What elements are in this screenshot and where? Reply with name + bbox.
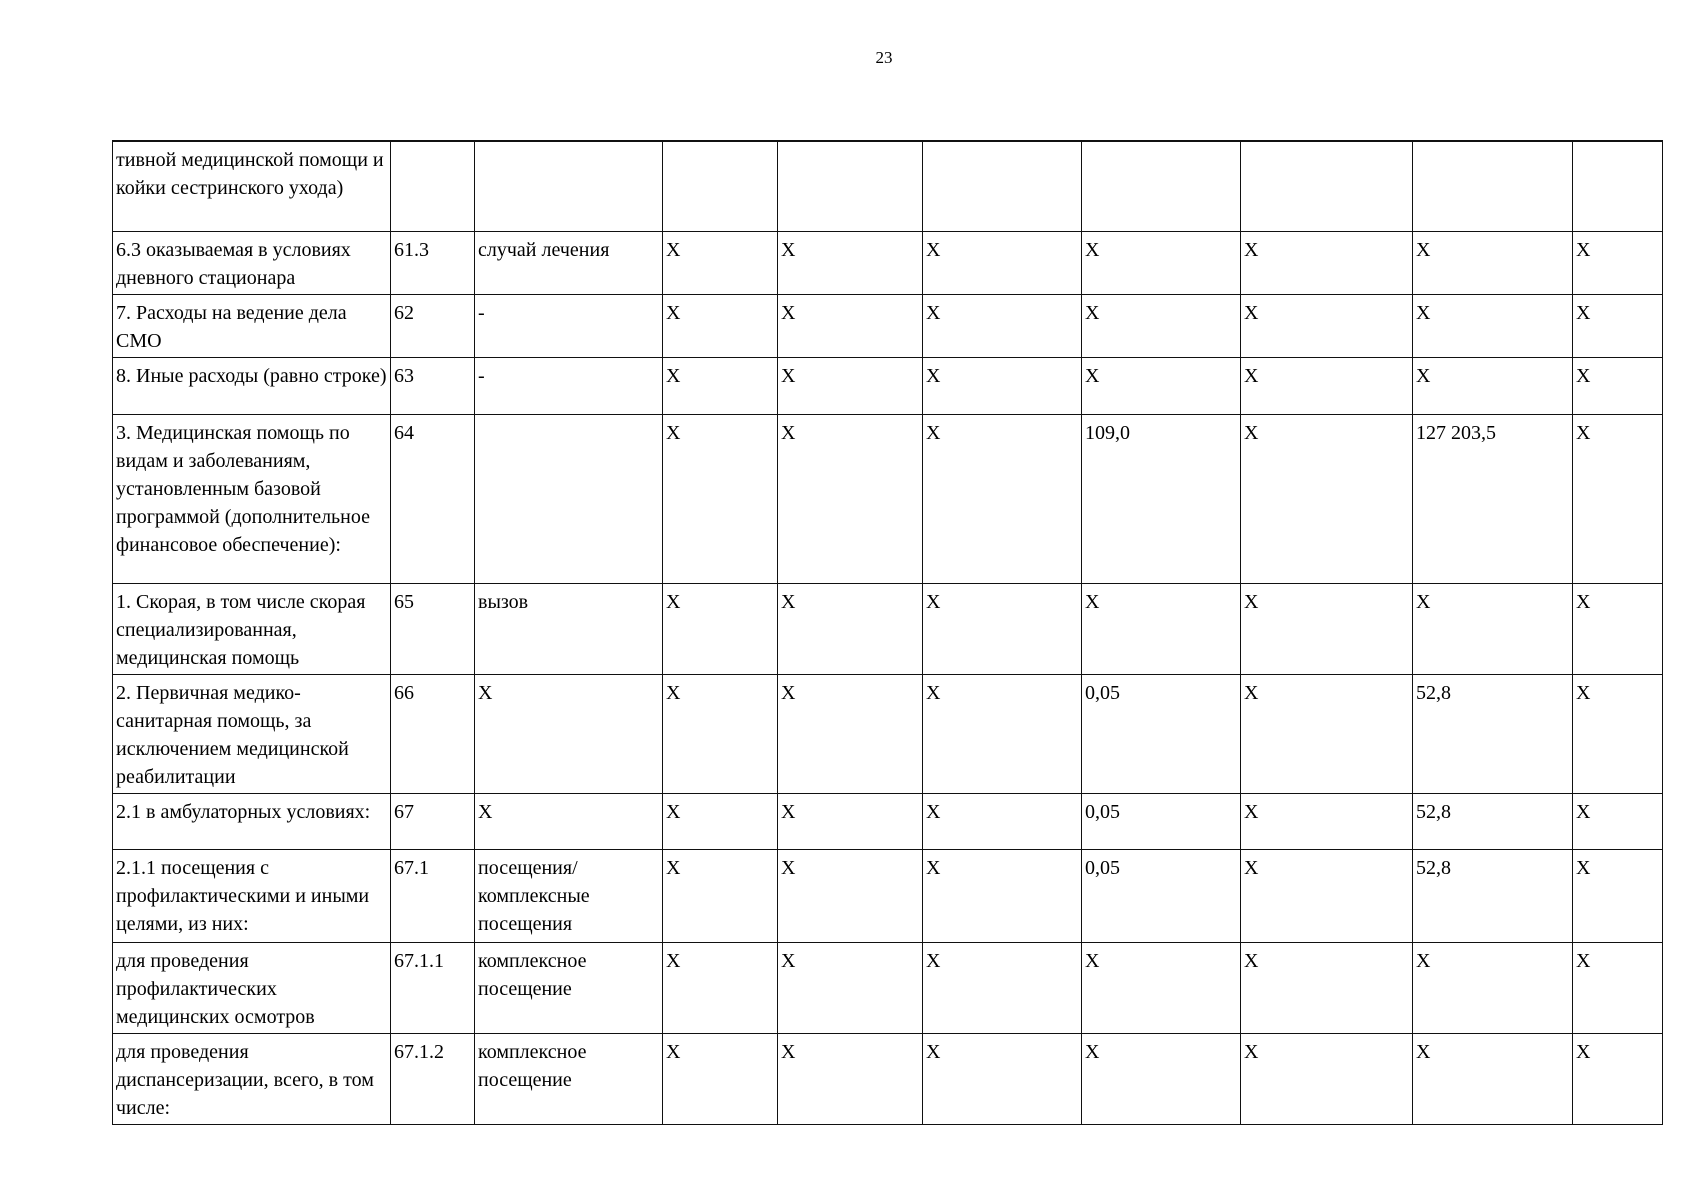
value-cell: X bbox=[1241, 849, 1413, 942]
value-cell: X bbox=[778, 849, 923, 942]
unit-cell: случай лечения bbox=[475, 231, 663, 294]
value-cell: X bbox=[1573, 583, 1663, 674]
value-cell: X bbox=[923, 583, 1082, 674]
value-cell: 109,0 bbox=[1082, 414, 1241, 583]
value-cell: X bbox=[1241, 674, 1413, 793]
value-cell: X bbox=[778, 674, 923, 793]
value-cell: 0,05 bbox=[1082, 849, 1241, 942]
value-cell: X bbox=[1573, 1033, 1663, 1124]
value-cell: X bbox=[1573, 231, 1663, 294]
value-cell: X bbox=[1241, 294, 1413, 357]
value-cell bbox=[1082, 141, 1241, 231]
value-cell: 52,8 bbox=[1413, 674, 1573, 793]
row-name-cell: 2.1 в амбулаторных условиях: bbox=[113, 793, 391, 849]
value-cell: X bbox=[778, 357, 923, 414]
unit-cell: X bbox=[475, 793, 663, 849]
value-cell: X bbox=[1241, 583, 1413, 674]
unit-cell bbox=[475, 414, 663, 583]
row-name-cell: 6.3 оказываемая в условиях дневного стационара bbox=[113, 231, 391, 294]
value-cell: X bbox=[1413, 231, 1573, 294]
unit-cell: - bbox=[475, 357, 663, 414]
value-cell: X bbox=[1573, 414, 1663, 583]
value-cell: X bbox=[663, 942, 778, 1033]
value-cell: X bbox=[778, 583, 923, 674]
table-row bbox=[113, 357, 1663, 414]
value-cell: X bbox=[923, 294, 1082, 357]
unit-cell: X bbox=[475, 674, 663, 793]
value-cell: X bbox=[1241, 231, 1413, 294]
table-row bbox=[113, 141, 1663, 231]
table-row bbox=[113, 674, 1663, 793]
table-row bbox=[113, 793, 1663, 849]
value-cell: X bbox=[663, 793, 778, 849]
value-cell: X bbox=[923, 1033, 1082, 1124]
value-cell: X bbox=[923, 414, 1082, 583]
value-cell: X bbox=[923, 231, 1082, 294]
value-cell: X bbox=[923, 849, 1082, 942]
value-cell: X bbox=[663, 674, 778, 793]
value-cell: X bbox=[923, 674, 1082, 793]
financing-table bbox=[112, 140, 1663, 1125]
value-cell: X bbox=[1082, 294, 1241, 357]
value-cell bbox=[1241, 141, 1413, 231]
row-code-cell: 61.3 bbox=[391, 231, 475, 294]
value-cell: 0,05 bbox=[1082, 793, 1241, 849]
row-code-cell: 62 bbox=[391, 294, 475, 357]
value-cell: X bbox=[778, 231, 923, 294]
value-cell: X bbox=[1573, 793, 1663, 849]
row-name-cell: 7. Расходы на ведение дела СМО bbox=[113, 294, 391, 357]
page-number: 23 bbox=[875, 48, 893, 67]
row-code-cell: 63 bbox=[391, 357, 475, 414]
row-code-cell: 67.1.2 bbox=[391, 1033, 475, 1124]
value-cell: X bbox=[778, 793, 923, 849]
unit-cell: вызов bbox=[475, 583, 663, 674]
value-cell: X bbox=[1413, 1033, 1573, 1124]
value-cell: X bbox=[923, 942, 1082, 1033]
row-name-cell: 1. Скорая, в том числе скорая специализированная, медицинская помощь bbox=[113, 583, 391, 674]
value-cell: X bbox=[1573, 674, 1663, 793]
value-cell: 52,8 bbox=[1413, 849, 1573, 942]
value-cell bbox=[1413, 141, 1573, 231]
row-code-cell bbox=[391, 141, 475, 231]
value-cell: X bbox=[1241, 357, 1413, 414]
row-name-cell: для проведения диспансеризации, всего, в том числе: bbox=[113, 1033, 391, 1124]
value-cell: X bbox=[1082, 942, 1241, 1033]
value-cell bbox=[663, 141, 778, 231]
table-row bbox=[113, 849, 1663, 942]
value-cell: X bbox=[1413, 942, 1573, 1033]
row-name-cell: 3. Медицинская помощь по видам и заболеваниям, установленным базовой программой (дополнительное финансовое обеспечение): bbox=[113, 414, 391, 583]
value-cell: X bbox=[778, 1033, 923, 1124]
value-cell: 52,8 bbox=[1413, 793, 1573, 849]
row-name-cell: для проведения профилактических медицинских осмотров bbox=[113, 942, 391, 1033]
table-row bbox=[113, 1033, 1663, 1124]
row-name-cell: 2.1.1 посещения с профилактическими и иными целями, из них: bbox=[113, 849, 391, 942]
value-cell: X bbox=[778, 294, 923, 357]
value-cell: X bbox=[1082, 583, 1241, 674]
row-code-cell: 67 bbox=[391, 793, 475, 849]
unit-cell bbox=[475, 141, 663, 231]
value-cell bbox=[1573, 141, 1663, 231]
value-cell: X bbox=[663, 294, 778, 357]
value-cell: X bbox=[1413, 583, 1573, 674]
value-cell: X bbox=[663, 414, 778, 583]
row-code-cell: 67.1.1 bbox=[391, 942, 475, 1033]
value-cell: X bbox=[923, 357, 1082, 414]
value-cell: X bbox=[1413, 357, 1573, 414]
unit-cell: комплексное посещение bbox=[475, 942, 663, 1033]
value-cell: X bbox=[663, 357, 778, 414]
value-cell: X bbox=[1413, 294, 1573, 357]
value-cell: 127 203,5 bbox=[1413, 414, 1573, 583]
table-row bbox=[113, 231, 1663, 294]
value-cell: X bbox=[663, 583, 778, 674]
table-row bbox=[113, 583, 1663, 674]
value-cell: X bbox=[663, 849, 778, 942]
row-name-cell: 8. Иные расходы (равно строке) bbox=[113, 357, 391, 414]
unit-cell: - bbox=[475, 294, 663, 357]
table-row bbox=[113, 414, 1663, 583]
value-cell: X bbox=[1082, 231, 1241, 294]
value-cell: 0,05 bbox=[1082, 674, 1241, 793]
value-cell: X bbox=[1573, 294, 1663, 357]
value-cell: X bbox=[1573, 849, 1663, 942]
value-cell: X bbox=[1082, 357, 1241, 414]
value-cell: X bbox=[778, 414, 923, 583]
unit-cell: комплексное посещение bbox=[475, 1033, 663, 1124]
value-cell: X bbox=[663, 231, 778, 294]
value-cell: X bbox=[1241, 414, 1413, 583]
value-cell bbox=[778, 141, 923, 231]
value-cell: X bbox=[778, 942, 923, 1033]
row-name-cell: 2. Первичная медико-санитарная помощь, за исключением медицинской реабилитации bbox=[113, 674, 391, 793]
value-cell: X bbox=[1573, 357, 1663, 414]
row-code-cell: 66 bbox=[391, 674, 475, 793]
value-cell: X bbox=[1573, 942, 1663, 1033]
value-cell: X bbox=[1241, 1033, 1413, 1124]
value-cell: X bbox=[1241, 793, 1413, 849]
value-cell: X bbox=[1241, 942, 1413, 1033]
row-code-cell: 67.1 bbox=[391, 849, 475, 942]
value-cell: X bbox=[923, 793, 1082, 849]
value-cell: X bbox=[663, 1033, 778, 1124]
value-cell: X bbox=[1082, 1033, 1241, 1124]
row-name-cell: тивной медицинской помощи и койки сестринского ухода) bbox=[113, 141, 391, 231]
row-code-cell: 64 bbox=[391, 414, 475, 583]
table-row bbox=[113, 942, 1663, 1033]
table-row bbox=[113, 294, 1663, 357]
unit-cell: посещения/комплексные посещения bbox=[475, 849, 663, 942]
row-code-cell: 65 bbox=[391, 583, 475, 674]
value-cell bbox=[923, 141, 1082, 231]
